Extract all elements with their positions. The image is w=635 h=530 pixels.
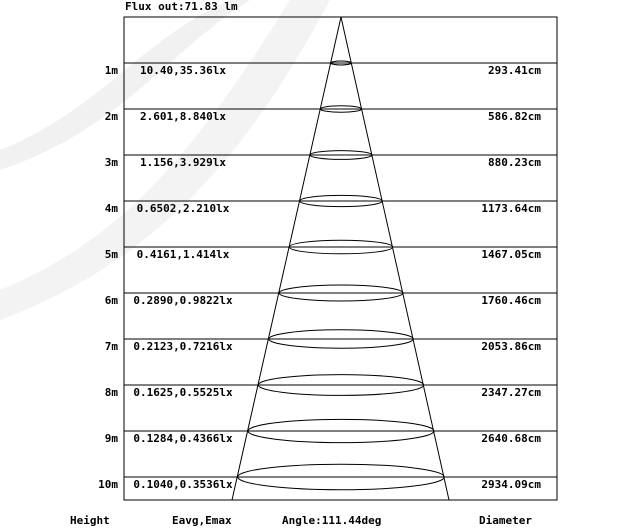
height-value: 2m — [104, 110, 118, 123]
illuminance-value: 0.1625,0.5525lx — [133, 386, 233, 399]
diameter-value: 2053.86cm — [481, 340, 541, 353]
height-value: 10m — [98, 478, 118, 491]
diameter-value: 293.41cm — [488, 64, 541, 77]
beam-angle-label: Angle:111.44deg — [282, 514, 382, 527]
height-value: 7m — [104, 340, 118, 353]
illuminance-value: 2.601,8.840lx — [139, 110, 227, 123]
height-value: 1m — [104, 64, 118, 77]
height-value: 6m — [104, 294, 118, 307]
diameter-value: 1760.46cm — [481, 294, 541, 307]
diameter-value: 2640.68cm — [481, 432, 541, 445]
illuminance-value: 1.156,3.929lx — [139, 156, 227, 169]
diameter-value: 2934.09cm — [481, 478, 541, 491]
row-labels — [98, 64, 541, 491]
height-column-label: Height — [70, 514, 110, 527]
height-value: 8m — [104, 386, 118, 399]
illuminance-value: 0.2123,0.7216lx — [133, 340, 233, 353]
height-value: 3m — [104, 156, 118, 169]
illuminance-value: 0.6502,2.210lx — [136, 202, 230, 215]
diameter-value: 2347.27cm — [481, 386, 541, 399]
eavg-emax-column-label: Eavg,Emax — [172, 514, 232, 527]
diameter-value: 1467.05cm — [481, 248, 541, 261]
row-separators — [124, 63, 557, 477]
diameter-value: 1173.64cm — [481, 202, 541, 215]
illuminance-value: 0.2890,0.9822lx — [133, 294, 233, 307]
height-value: 5m — [104, 248, 118, 261]
height-value: 4m — [104, 202, 118, 215]
flux-output-label: Flux out:71.83 lm — [125, 0, 238, 13]
diameter-value: 586.82cm — [488, 110, 541, 123]
illuminance-value: 0.4161,1.414lx — [136, 248, 230, 261]
beam-cross-sections — [238, 61, 445, 490]
beam-cone-right-edge — [341, 17, 449, 500]
diameter-value: 880.23cm — [488, 156, 541, 169]
diameter-column-label: Diameter — [479, 514, 532, 527]
illuminance-value: 10.40,35.36lx — [139, 64, 227, 77]
illuminance-value: 0.1284,0.4366lx — [133, 432, 233, 445]
height-value: 9m — [104, 432, 118, 445]
illuminance-value: 0.1040,0.3536lx — [133, 478, 233, 491]
